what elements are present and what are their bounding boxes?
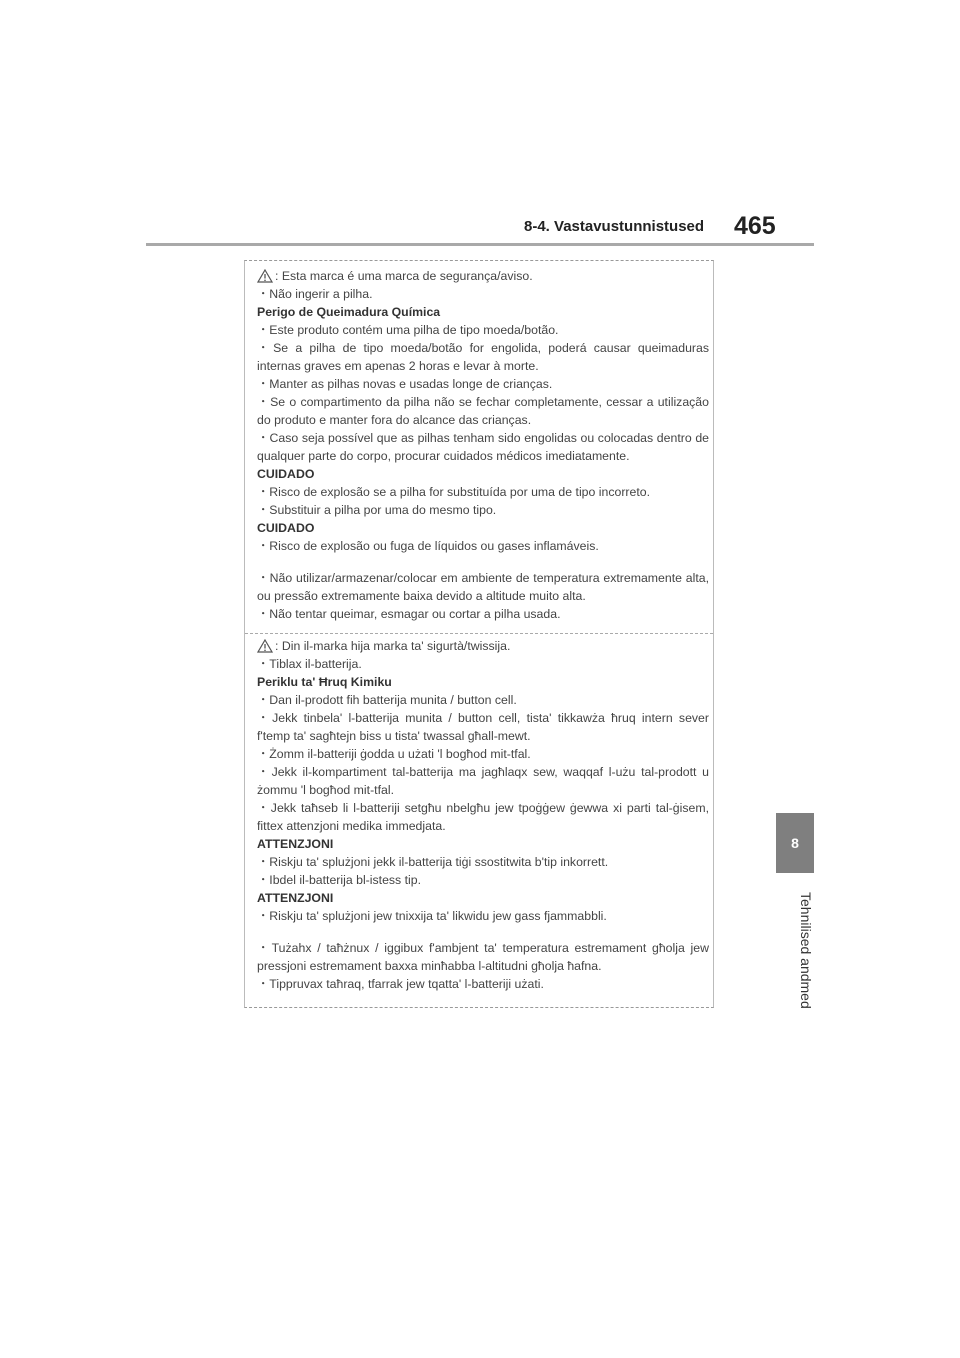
notice-line: ・Jekk il-kompartiment tal-batterija ma jagħlaqx sew, waqqaf l-użu tal-prodott u żommu 'l bogħod mit-tfal. — [257, 765, 709, 797]
chapter-label: Tehnilised andmed — [798, 891, 814, 1009]
spacer — [257, 925, 709, 939]
notice-line: ・Não tentar queimar, esmagar ou cortar a pilha usada. — [257, 607, 561, 621]
warning-mark-text: : Esta marca é uma marca de segurança/aviso. — [275, 269, 533, 283]
page-number: 465 — [734, 212, 776, 240]
notice-line: ・Dan il-prodott fih batterija munita / button cell. — [257, 693, 517, 707]
chapter-number: 8 — [791, 835, 799, 851]
warning-mark-line — [257, 637, 709, 655]
notice-line: ・Risco de explosão se a pilha for substituída por uma de tipo incorreto. — [257, 485, 651, 499]
portuguese-notice — [257, 267, 709, 623]
notice-heading: ATTENZJONI — [257, 837, 334, 851]
notice-heading: ATTENZJONI — [257, 891, 334, 905]
maltese-notice — [257, 637, 709, 993]
warning-mark-line — [257, 267, 709, 285]
notice-line: ・Não utilizar/armazenar/colocar em ambiente de temperatura extremamente alta, ou pressão extremamente baixa devido a altitude muito alta. — [257, 571, 709, 603]
spacer — [257, 555, 709, 569]
notice-line: ・Tippruvax taħraq, tfarrak jew tqatta' l-batteriji użati. — [257, 977, 544, 991]
notice-heading: CUIDADO — [257, 521, 315, 535]
notice-heading: Perigo de Queimadura Química — [257, 305, 441, 319]
notice-line: ・Żomm il-batteriji ġodda u użati 'l bogħod mit-tfal. — [257, 747, 531, 761]
warning-triangle-icon — [257, 269, 273, 283]
notice-heading: Periklu ta' Ħruq Kimiku — [257, 675, 392, 689]
notice-line: ・Jekk taħseb li l-batteriji setgħu nbelgħu jew tpoġġew ġewwa xi parti tal-ġisem, fittex attenzjoni medika immedjata. — [257, 801, 709, 833]
battery-notice-box — [244, 260, 714, 1008]
notice-line: ・Tużahx / taħżnux / iggibux f'ambjent ta' temperatura estremament għolja jew pressjoni estremament baxxa minħabba l-altitudni għolja ħafna. — [257, 941, 709, 973]
notice-line: ・Se a pilha de tipo moeda/botão for engolida, poderá causar queimaduras internas graves em apenas 2 horas e levar à morte. — [257, 341, 709, 373]
notice-line: ・Caso seja possível que as pilhas tenham sido engolidas ou colocadas dentro de qualquer parte do corpo, procurar cuidados médicos imediatamente. — [257, 431, 709, 463]
page-header — [0, 0, 960, 250]
notice-line: ・Este produto contém uma pilha de tipo moeda/botão. — [257, 323, 559, 337]
notice-line: ・Tiblax il-batterija. — [257, 657, 362, 671]
chapter-tab — [776, 813, 814, 873]
notice-line: ・Ibdel il-batterija bl-istess tip. — [257, 873, 422, 887]
notice-line: ・Jekk tinbela' l-batterija munita / button cell, tista' tikkawża ħruq intern sever f'temp ta' sagħtejn biss u tista' twassal għall-mewt. — [257, 711, 709, 743]
notice-line: ・Se o compartimento da pilha não se fechar completamente, cessar a utilização do produto e manter fora do alcance das crianças. — [257, 395, 709, 427]
section-title: 8-4. Vastavustunnistused — [524, 218, 705, 235]
notice-line: ・Não ingerir a pilha. — [257, 287, 373, 301]
notice-line: ・Substituir a pilha por uma do mesmo tipo. — [257, 503, 497, 517]
language-divider — [245, 633, 713, 634]
notice-line: ・Manter as pilhas novas e usadas longe de crianças. — [257, 377, 553, 391]
header-rule — [146, 243, 814, 246]
notice-line: ・Riskju ta' splużjoni jew tnixxija ta' likwidu jew gass fjammabbli. — [257, 909, 607, 923]
notice-line: ・Risco de explosão ou fuga de líquidos ou gases inflamáveis. — [257, 539, 599, 553]
warning-triangle-icon — [257, 639, 273, 653]
notice-heading: CUIDADO — [257, 467, 315, 481]
notice-line: ・Riskju ta' splużjoni jekk il-batterija tiġi ssostitwita b'tip inkorrett. — [257, 855, 609, 869]
warning-mark-text: : Din il-marka hija marka ta' sigurtà/twissija. — [275, 639, 511, 653]
